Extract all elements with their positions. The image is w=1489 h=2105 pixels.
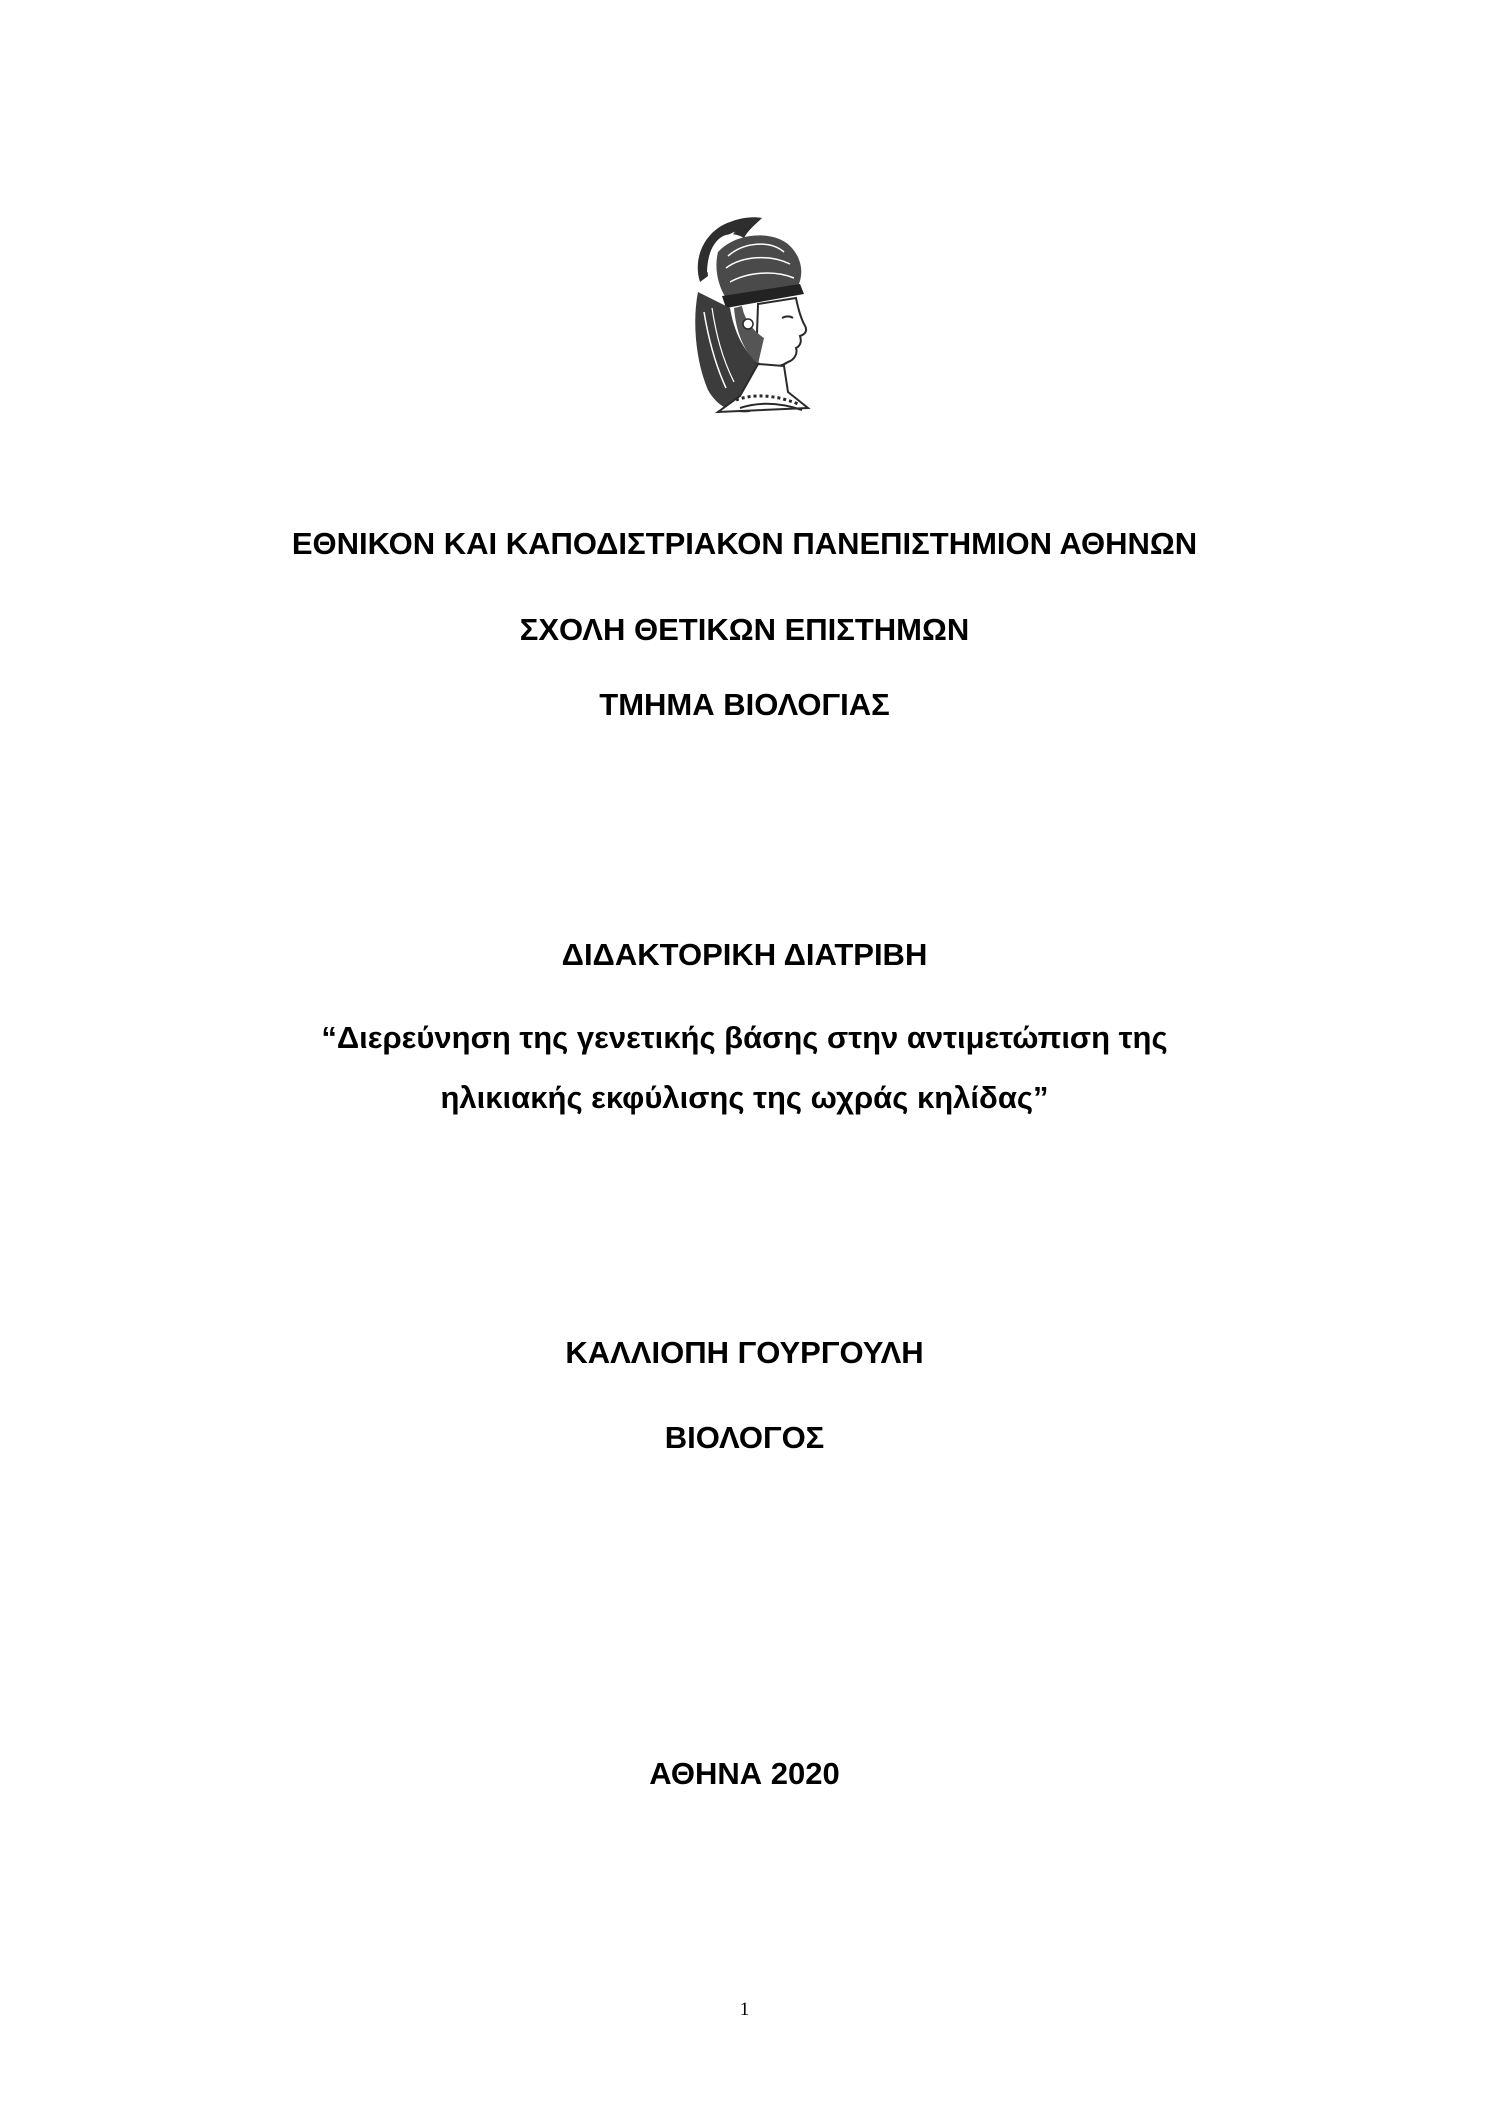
thesis-title-line-1: “Διερεύνηση της γενετικής βάσης στην αντιμετώπιση της <box>321 1020 1168 1055</box>
department-name: ΤΜΗΜΑ ΒΙΟΛΟΓΙΑΣ <box>599 687 890 722</box>
page-number: 1 <box>739 1999 750 2020</box>
thesis-title-line-2: ηλικιακής εκφύλισης της ωχράς κηλίδας” <box>440 1080 1049 1115</box>
athena-helmet-emblem-icon <box>678 212 816 417</box>
university-name: ΕΘΝΙΚΟΝ ΚΑΙ ΚΑΠΟΔΙΣΤΡΙΑΚΟΝ ΠΑΝΕΠΙΣΤΗΜΙΟΝ ΑΘΗΝΩΝ <box>291 526 1198 561</box>
document-type: ΔΙΔΑΚΤΟΡΙΚΗ ΔΙΑΤΡΙΒΗ <box>561 937 928 972</box>
author-title: ΒΙΟΛΟΓΟΣ <box>664 1420 825 1455</box>
place-year: ΑΘΗΝΑ 2020 <box>649 1756 840 1791</box>
author-name: ΚΑΛΛΙΟΠΗ ΓΟΥΡΓΟΥΛΗ <box>565 1335 924 1370</box>
school-name: ΣΧΟΛΗ ΘΕΤΙΚΩΝ ΕΠΙΣΤΗΜΩΝ <box>519 612 970 647</box>
